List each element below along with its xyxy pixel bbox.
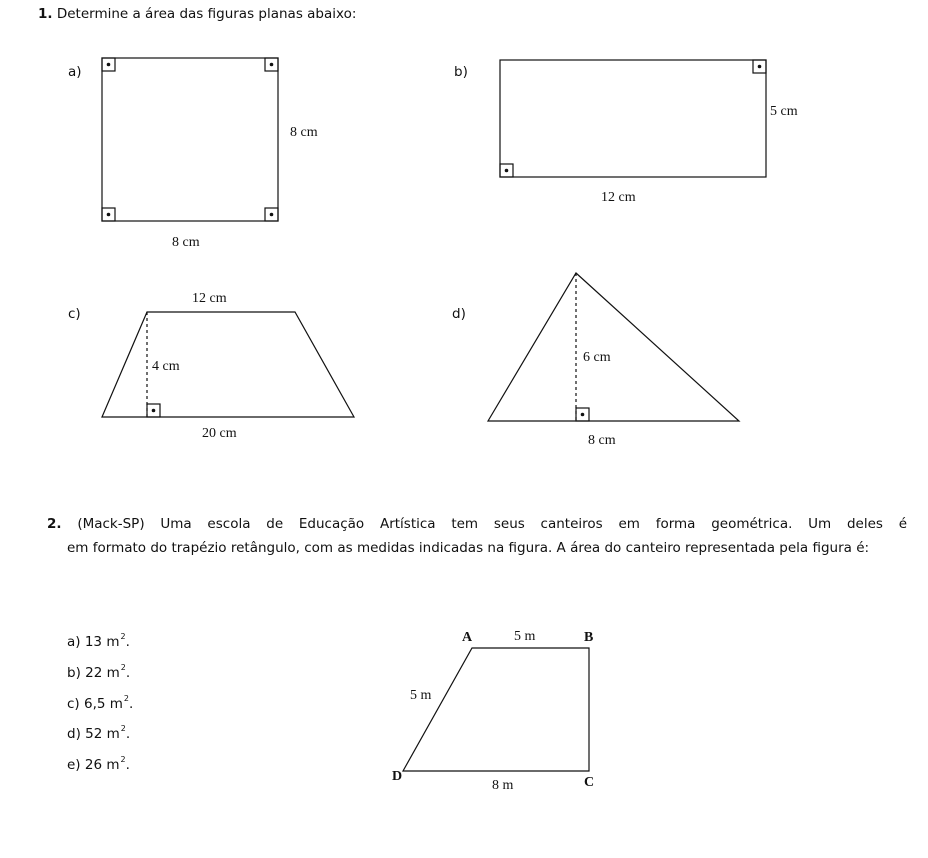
figure-d-label: d) <box>452 306 466 322</box>
right-angle-dot <box>107 213 111 217</box>
figure-a-square <box>102 58 278 221</box>
vertex-a-label: A <box>462 630 473 645</box>
vertex-b-label: B <box>584 630 594 645</box>
triangle-base-label: 8 cm <box>588 433 616 448</box>
figure-q2-trapezoid <box>403 648 589 771</box>
option-value: 52 m <box>85 726 120 742</box>
figure-a-label: a) <box>68 64 82 80</box>
right-angle-dot <box>270 213 274 217</box>
question-2-first-line <box>47 512 907 536</box>
option-letter: b) <box>67 665 81 681</box>
option-exponent: 2 <box>120 632 126 641</box>
question-2-line1: (Mack-SP) Uma escola de Educação Artística tem seus canteiros em forma geométrica. Um deles é <box>77 516 907 532</box>
option-exponent: 2 <box>120 663 126 672</box>
triangle-shape <box>488 273 739 421</box>
right-angle-dot <box>505 169 509 173</box>
option-period: . <box>129 696 134 712</box>
right-angle-dot <box>270 63 274 67</box>
side-dc-label: 8 m <box>492 778 514 793</box>
question-number: 2. <box>47 516 62 532</box>
square-side-bottom-label: 8 cm <box>172 235 200 250</box>
trapezoid-top-label: 12 cm <box>192 291 227 306</box>
option-e[interactable] <box>67 755 130 773</box>
side-ab-label: 5 m <box>514 629 536 644</box>
option-d[interactable] <box>67 724 130 742</box>
option-period: . <box>125 757 130 773</box>
option-letter: e) <box>67 757 81 773</box>
option-letter: c) <box>67 696 80 712</box>
right-angle-dot <box>581 413 585 417</box>
option-c[interactable] <box>67 694 133 712</box>
option-value: 22 m <box>85 665 120 681</box>
question-prompt: Determine a área das figuras planas abaixo: <box>56 6 357 22</box>
option-value: 13 m <box>84 634 120 650</box>
option-value: 26 m <box>84 757 120 773</box>
vertex-d-label: D <box>392 769 403 784</box>
option-value: 6,5 m <box>84 696 123 712</box>
question-number: 1. <box>38 6 53 22</box>
square-shape <box>102 58 278 221</box>
question-2-text <box>47 512 907 560</box>
figure-c-trapezoid <box>102 312 354 417</box>
figure-b-rectangle <box>500 60 766 177</box>
option-letter: d) <box>67 726 81 742</box>
option-letter: a) <box>67 634 81 650</box>
vertex-c-label: C <box>584 775 595 790</box>
option-exponent: 2 <box>120 755 126 764</box>
rectangle-height-label: 5 cm <box>770 104 798 119</box>
right-angle-dot <box>758 65 762 69</box>
side-ad-label: 5 m <box>410 688 432 703</box>
option-a[interactable] <box>67 632 130 650</box>
trapezoid-shape <box>102 312 354 417</box>
option-period: . <box>125 665 131 681</box>
trapezoid-bottom-label: 20 cm <box>202 426 237 441</box>
option-b[interactable] <box>67 663 130 681</box>
figure-d-triangle <box>488 273 739 421</box>
triangle-height-label: 6 cm <box>583 350 611 365</box>
right-angle-dot <box>107 63 111 67</box>
question-2-rest: em formato do trapézio retângulo, com as medidas indicadas na figura. A área do canteiro representada pela figura é: <box>67 540 870 556</box>
right-angle-dot <box>152 409 156 413</box>
trapezoid-height-label: 4 cm <box>152 359 180 374</box>
rectangle-width-label: 12 cm <box>601 190 636 205</box>
option-period: . <box>125 726 131 742</box>
figure-c-label: c) <box>68 306 81 322</box>
figure-b-label: b) <box>454 64 468 80</box>
option-exponent: 2 <box>120 724 126 733</box>
square-side-right-label: 8 cm <box>290 125 318 140</box>
rectangle-shape <box>500 60 766 177</box>
option-period: . <box>125 634 130 650</box>
option-exponent: 2 <box>123 694 130 703</box>
trapezoid-abcd-shape <box>403 648 589 771</box>
